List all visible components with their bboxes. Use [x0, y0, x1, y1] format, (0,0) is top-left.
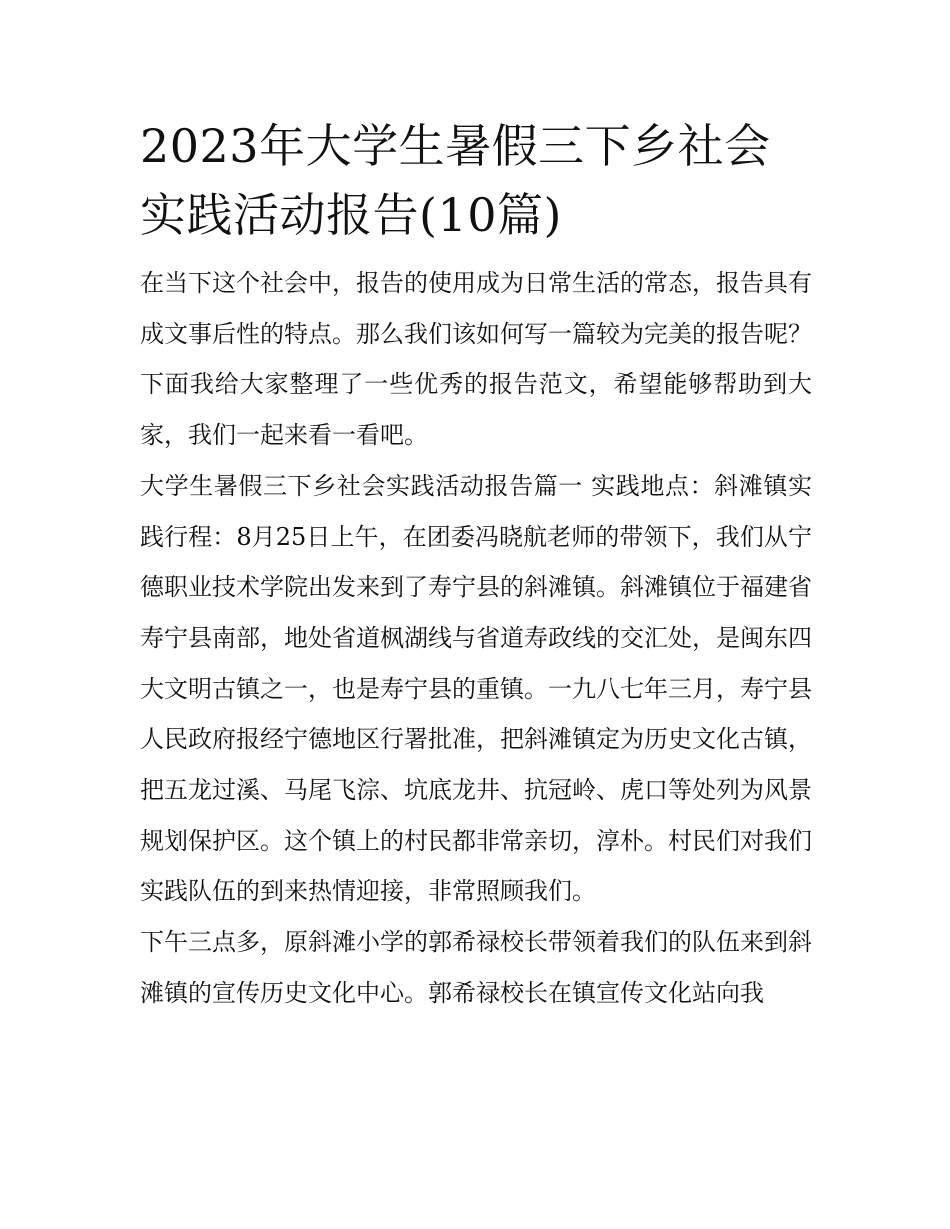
paragraph-report-one: 大学生暑假三下乡社会实践活动报告篇一 实践地点：斜滩镇实践行程：8月25日上午，在团委冯晓航老师的带领下，我们从宁德职业技术学院出发来到了寿宁县的斜滩镇。斜滩镇位于福建省寿宁县南部，地处省道枫湖线与省道寿政线的交汇处，是闽东四大文明古镇之一，也是寿宁县的重镇。一九八七年三月，寿宁县人民政府报经宁德地区行署批准，把斜滩镇定为历史文化古镇，把五龙过溪、马尾飞淙、坑底龙井、抗冠岭、虎口等处列为风景规划保护区。这个镇上的村民都非常亲切，淳朴。村民们对我们实践队伍的到来热情迎接，非常照顾我们。 [140, 471, 812, 906]
document-body [140, 112, 812, 1019]
paragraph-afternoon: 下午三点多，原斜滩小学的郭希禄校长带领着我们的队伍来到斜滩镇的宣传历史文化中心。郭希禄校长在镇宣传文化站向我 [140, 928, 812, 1007]
document-title: 2023年大学生暑假三下乡社会实践活动报告(10篇) [140, 119, 771, 242]
paragraph-intro: 在当下这个社会中，报告的使用成为日常生活的常态，报告具有成文事后性的特点。那么我们该如何写一篇较为完美的报告呢？下面我给大家整理了一些优秀的报告范文，希望能够帮助到大家，我们一起来看一看吧。 [140, 269, 812, 450]
